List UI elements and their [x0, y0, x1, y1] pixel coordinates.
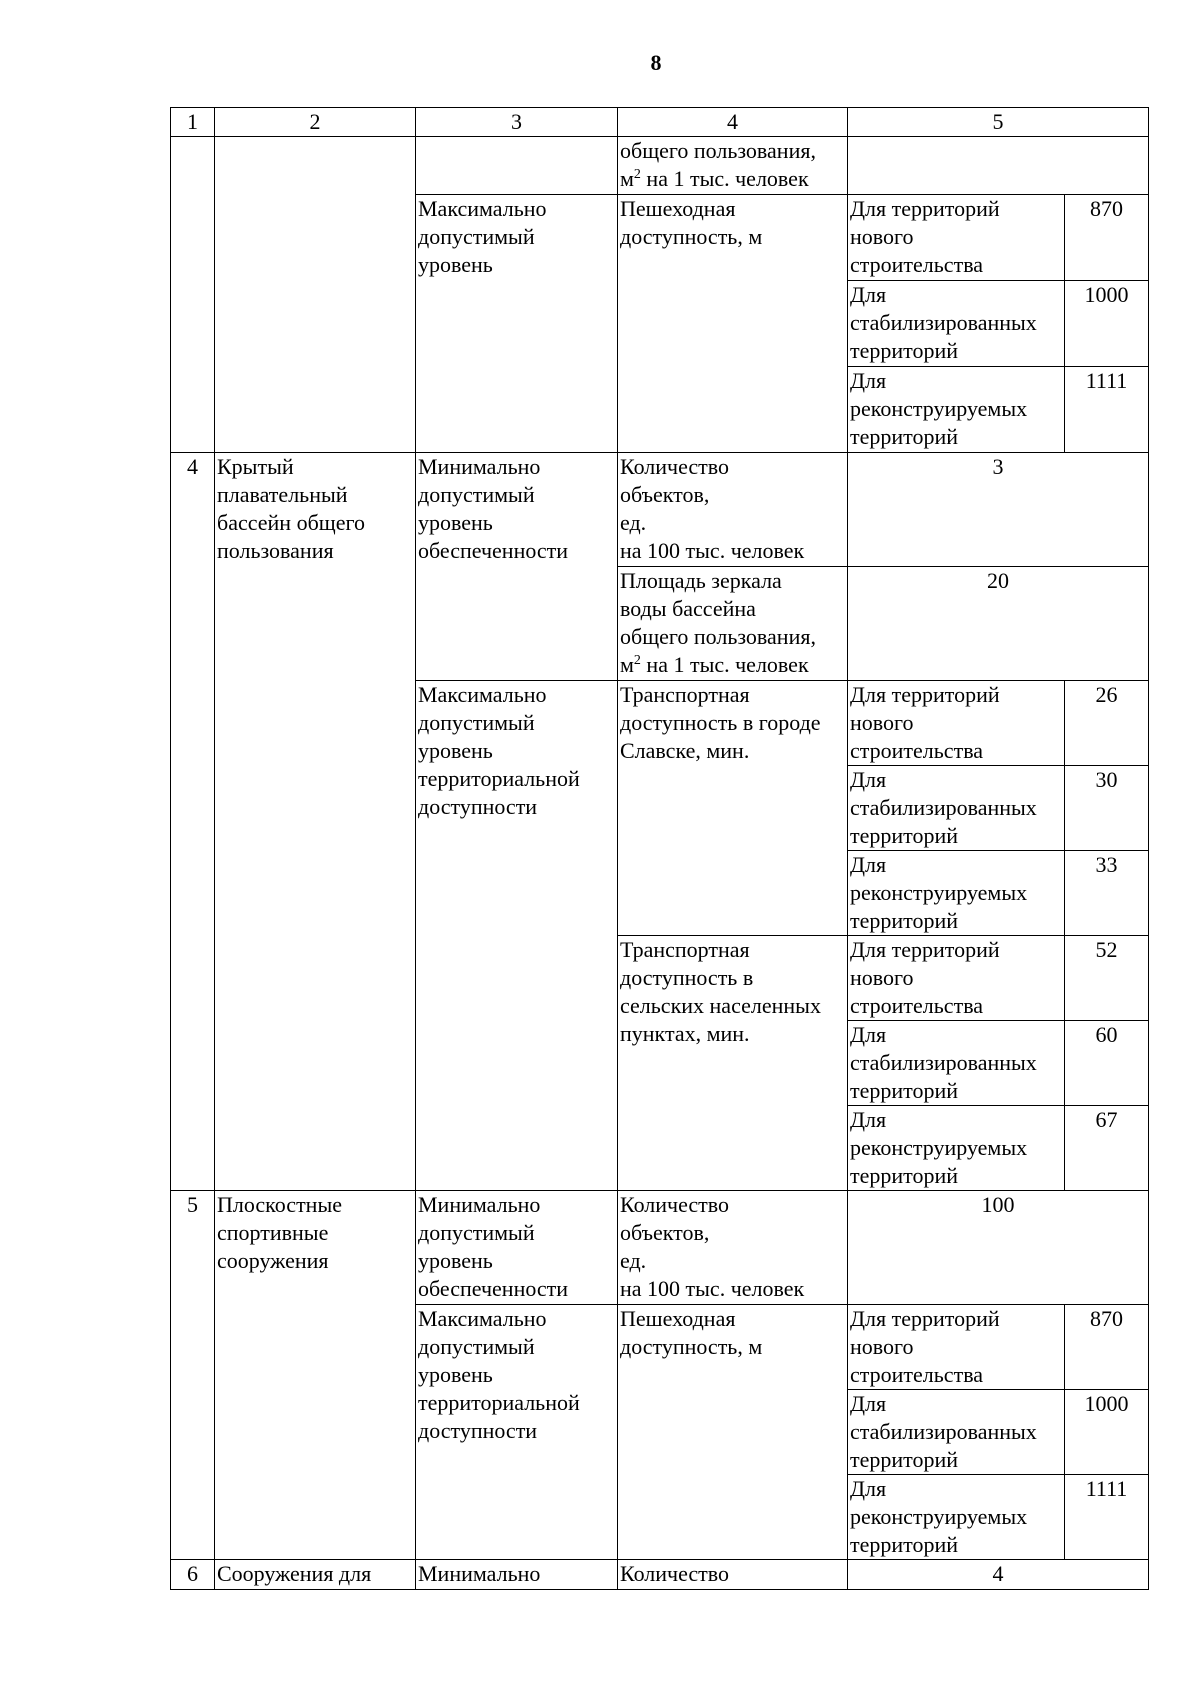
value-cell: 4	[848, 1560, 1149, 1590]
level-cell: Максимально допустимый уровень территориальной доступности	[416, 681, 618, 1191]
object-cell: Сооружения для	[215, 1560, 416, 1590]
territory-cell: Для стабилизированных территорий	[848, 1021, 1065, 1106]
value-cell: 26	[1065, 681, 1149, 766]
header-cell: 5	[848, 108, 1149, 137]
value-cell: 1000	[1065, 1390, 1149, 1475]
level-cell: Минимально	[416, 1560, 618, 1590]
header-cell: 2	[215, 108, 416, 137]
value-cell: 1111	[1065, 1475, 1149, 1560]
table-row	[171, 137, 1149, 195]
object-cell: Плоскостные спортивные сооружения	[215, 1191, 416, 1560]
table-row	[171, 1191, 1149, 1305]
indicator-cell: Транспортная доступность в сельских населенных пунктах, мин.	[618, 936, 848, 1191]
indicator-cell: Количество объектов, ед. на 100 тыс. человек	[618, 1191, 848, 1305]
territory-cell: Для стабилизированных территорий	[848, 766, 1065, 851]
level-cell: Минимально допустимый уровень обеспеченности	[416, 1191, 618, 1305]
level-cell	[416, 137, 618, 195]
value-cell: 52	[1065, 936, 1149, 1021]
value-cell: 3	[848, 453, 1149, 567]
indicator-cell: общего пользования, $м^2$ на 1 тыс. человек	[618, 137, 848, 195]
territory-cell: Для реконструируемых территорий	[848, 1475, 1065, 1560]
value-cell: 33	[1065, 851, 1149, 936]
value-cell: 100	[848, 1191, 1149, 1305]
territory-cell: Для территорий нового строительства	[848, 681, 1065, 766]
value-cell: 67	[1065, 1106, 1149, 1191]
territory-cell: Для территорий нового строительства	[848, 936, 1065, 1021]
value-cell: 870	[1065, 195, 1149, 281]
header-cell: 1	[171, 108, 215, 137]
value-cell: 20	[848, 567, 1149, 681]
territory-cell: Для стабилизированных территорий	[848, 281, 1065, 367]
value-cell	[848, 137, 1149, 195]
value-cell: 1111	[1065, 367, 1149, 453]
territory-cell: Для территорий нового строительства	[848, 195, 1065, 281]
num-cell: 4	[171, 453, 215, 1191]
header-cell: 3	[416, 108, 618, 137]
header-row	[171, 108, 1149, 137]
value-cell: 870	[1065, 1305, 1149, 1390]
value-cell: 30	[1065, 766, 1149, 851]
indicator-cell: Количество	[618, 1560, 848, 1590]
num-cell: 5	[171, 1191, 215, 1560]
territory-cell: Для реконструируемых территорий	[848, 367, 1065, 453]
object-cell: Крытый плавательный бассейн общего пользования	[215, 453, 416, 1191]
territory-cell: Для стабилизированных территорий	[848, 1390, 1065, 1475]
indicator-cell: Пешеходная доступность, м	[618, 195, 848, 453]
territory-cell: Для реконструируемых территорий	[848, 1106, 1065, 1191]
indicator-cell: Пешеходная доступность, м	[618, 1305, 848, 1560]
level-cell: Минимально допустимый уровень обеспеченности	[416, 453, 618, 681]
header-cell: 4	[618, 108, 848, 137]
indicator-cell: Площадь зеркала воды бассейна общего пользования, $м^2$ на 1 тыс. человек	[618, 567, 848, 681]
territory-cell: Для территорий нового строительства	[848, 1305, 1065, 1390]
indicator-cell: Транспортная доступность в городе Славске, мин.	[618, 681, 848, 936]
num-cell: 6	[171, 1560, 215, 1590]
level-cell: Максимально допустимый уровень территориальной доступности	[416, 1305, 618, 1560]
level-cell: Максимально допустимый уровень	[416, 195, 618, 453]
page-number: 8	[650, 50, 662, 75]
indicator-cell: Количество объектов, ед. на 100 тыс. человек	[618, 453, 848, 567]
object-cell	[215, 137, 416, 453]
standards-table	[170, 107, 1149, 1590]
table-row	[171, 453, 1149, 567]
value-cell: 1000	[1065, 281, 1149, 367]
table-row	[171, 1560, 1149, 1590]
value-cell: 60	[1065, 1021, 1149, 1106]
num-cell	[171, 137, 215, 453]
territory-cell: Для реконструируемых территорий	[848, 851, 1065, 936]
